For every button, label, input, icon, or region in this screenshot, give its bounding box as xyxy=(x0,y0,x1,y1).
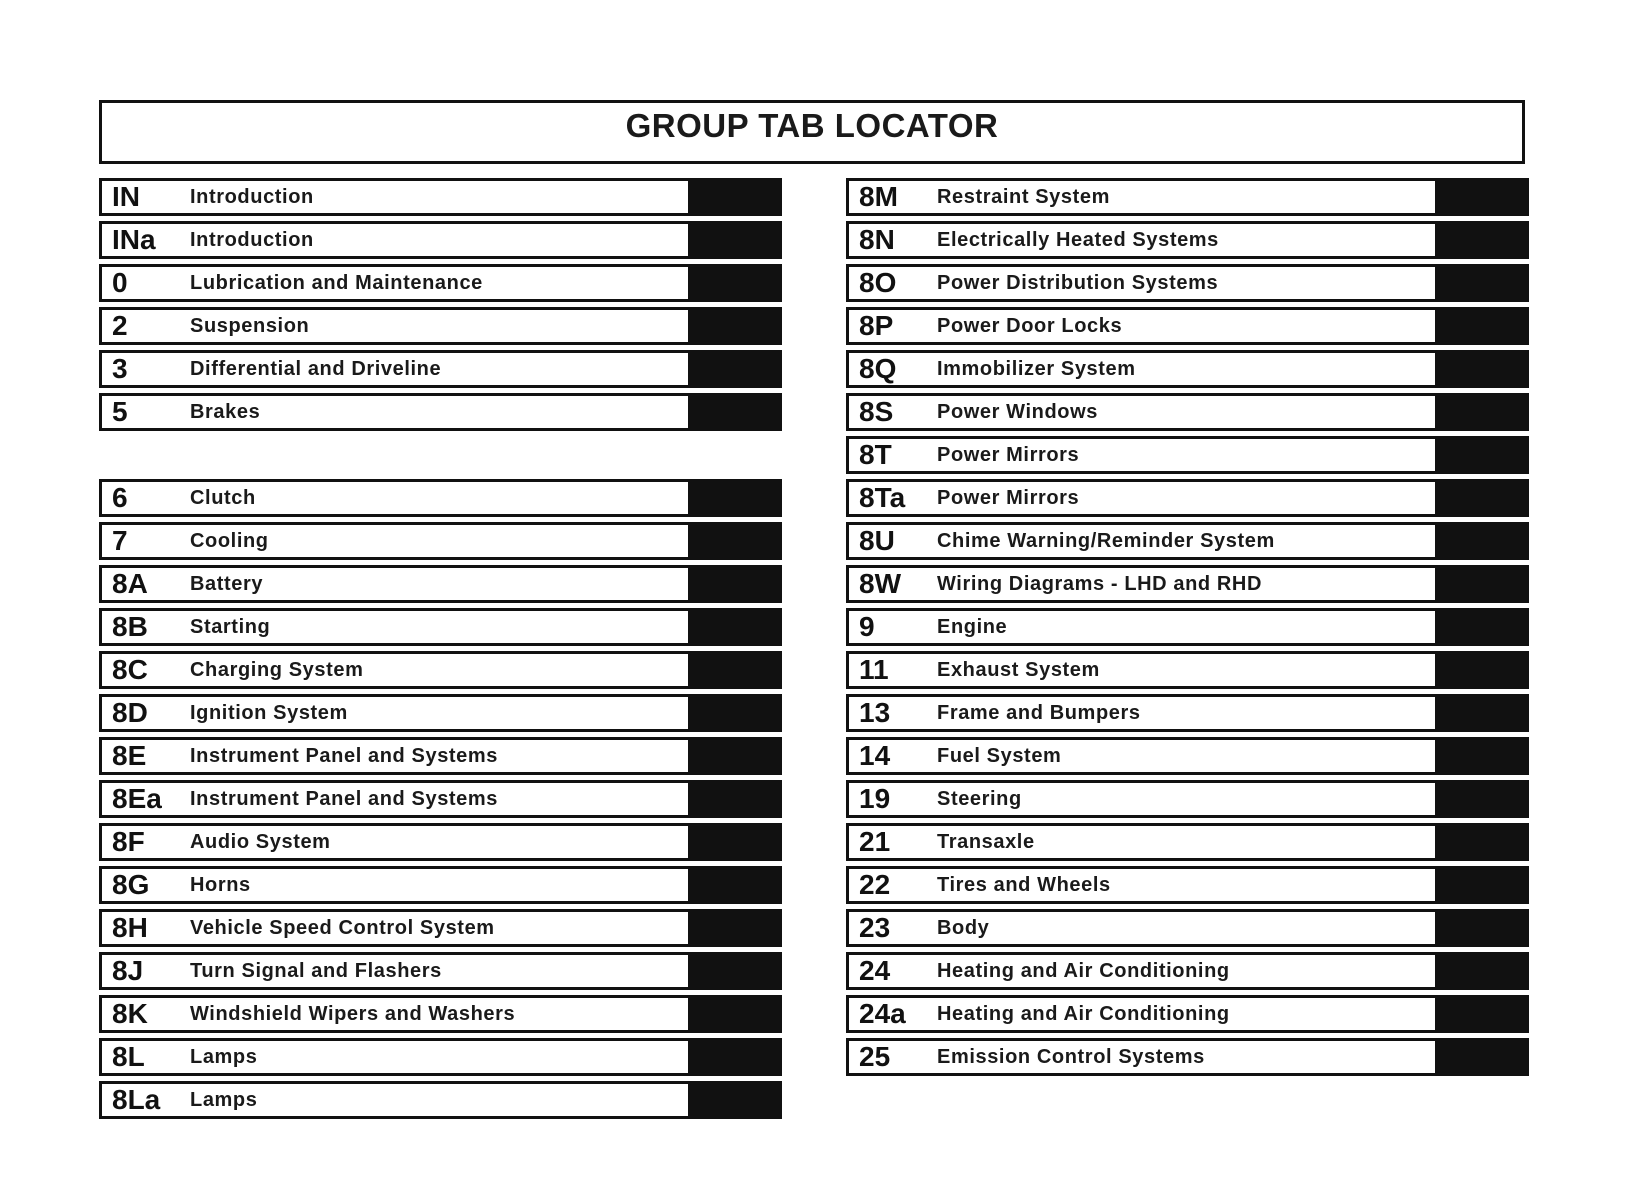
black-tab-marker xyxy=(1435,866,1529,904)
group-tab-8w[interactable] xyxy=(846,565,1529,603)
black-tab-marker xyxy=(688,737,782,775)
group-tab-2[interactable] xyxy=(99,307,782,345)
group-tab-8f[interactable] xyxy=(99,823,782,861)
group-tab-label: Heating and Air Conditioning xyxy=(937,1002,1230,1025)
group-tab-8b[interactable] xyxy=(99,608,782,646)
group-tab-label: Fuel System xyxy=(937,744,1062,767)
group-tab-8d[interactable] xyxy=(99,694,782,732)
black-tab-marker xyxy=(688,866,782,904)
group-tab-8p[interactable] xyxy=(846,307,1529,345)
group-tab-label: Wiring Diagrams - LHD and RHD xyxy=(937,572,1263,595)
group-tab-code: 8D xyxy=(112,697,148,728)
group-tab-label: Battery xyxy=(190,572,264,595)
black-tab-marker xyxy=(1435,608,1529,646)
black-tab-marker xyxy=(1435,307,1529,345)
group-tab-code: 22 xyxy=(859,869,891,900)
group-tab-label: Power Mirrors xyxy=(937,486,1080,509)
group-tab-code: 8B xyxy=(112,611,148,642)
group-tab-code: 8M xyxy=(859,181,898,212)
group-tab-label: Power Windows xyxy=(937,400,1098,423)
black-tab-marker xyxy=(688,1038,782,1076)
group-tab-8h[interactable] xyxy=(99,909,782,947)
group-tab-8l[interactable] xyxy=(99,1038,782,1076)
group-tab-label: Windshield Wipers and Washers xyxy=(190,1002,516,1025)
group-tab-label: Chime Warning/Reminder System xyxy=(937,529,1275,552)
black-tab-marker xyxy=(688,909,782,947)
group-tab-code: 8A xyxy=(112,568,148,599)
black-tab-marker xyxy=(688,393,782,431)
group-tab-23[interactable] xyxy=(846,909,1529,947)
group-tab-code: 25 xyxy=(859,1041,891,1072)
group-tab-label: Power Door Locks xyxy=(937,314,1123,337)
group-tab-8s[interactable] xyxy=(846,393,1529,431)
group-tab-code: 8N xyxy=(859,224,895,255)
black-tab-marker xyxy=(688,952,782,990)
black-tab-marker xyxy=(1435,178,1529,216)
black-tab-marker xyxy=(1435,350,1529,388)
black-tab-marker xyxy=(688,995,782,1033)
group-tab-8g[interactable] xyxy=(99,866,782,904)
group-tab-code: 8W xyxy=(859,568,901,599)
group-tab-9[interactable] xyxy=(846,608,1529,646)
group-tab-label: Suspension xyxy=(190,314,310,337)
group-tab-code: 8G xyxy=(112,869,150,900)
group-tab-8ea[interactable] xyxy=(99,780,782,818)
black-tab-marker xyxy=(688,221,782,259)
black-tab-marker xyxy=(1435,694,1529,732)
group-tab-code: 8P xyxy=(859,310,894,341)
group-tab-label: Lubrication and Maintenance xyxy=(190,271,483,294)
black-tab-marker xyxy=(1435,221,1529,259)
group-tab-label: Electrically Heated Systems xyxy=(937,228,1219,251)
group-tab-24a[interactable] xyxy=(846,995,1529,1033)
black-tab-marker xyxy=(688,350,782,388)
group-tab-code: INa xyxy=(112,224,156,255)
group-tab-label: Introduction xyxy=(190,228,314,251)
group-tab-25[interactable] xyxy=(846,1038,1529,1076)
black-tab-marker xyxy=(1435,995,1529,1033)
black-tab-marker xyxy=(1435,522,1529,560)
group-tab-code: 8T xyxy=(859,439,892,470)
group-tab-8ta[interactable] xyxy=(846,479,1529,517)
group-tab-8o[interactable] xyxy=(846,264,1529,302)
black-tab-marker xyxy=(688,264,782,302)
black-tab-marker xyxy=(1435,436,1529,474)
group-tab-label: Instrument Panel and Systems xyxy=(190,744,499,767)
black-tab-marker xyxy=(688,178,782,216)
group-tab-label: Charging System xyxy=(190,658,364,681)
group-tab-label: Clutch xyxy=(190,486,256,509)
group-tab-label: Starting xyxy=(190,615,271,638)
group-tab-code: 8E xyxy=(112,740,147,771)
group-tab-label: Tires and Wheels xyxy=(937,873,1111,896)
group-tab-code: 8O xyxy=(859,267,897,298)
black-tab-marker xyxy=(688,694,782,732)
group-tab-code: 8S xyxy=(859,396,894,427)
group-tab-8a[interactable] xyxy=(99,565,782,603)
group-tab-label: Lamps xyxy=(190,1045,258,1068)
group-tab-11[interactable] xyxy=(846,651,1529,689)
group-tab-code: 8C xyxy=(112,654,148,685)
group-tab-code: 8Ta xyxy=(859,482,906,513)
group-tab-code: 14 xyxy=(859,740,891,771)
group-tab-label: Differential and Driveline xyxy=(190,357,442,380)
group-tab-label: Engine xyxy=(937,615,1008,638)
group-tab-code: 21 xyxy=(859,826,891,857)
black-tab-marker xyxy=(1435,565,1529,603)
group-tab-22[interactable] xyxy=(846,866,1529,904)
group-tab-label: Exhaust System xyxy=(937,658,1100,681)
group-tab-8la[interactable] xyxy=(99,1081,782,1119)
group-tab-5[interactable] xyxy=(99,393,782,431)
group-tab-8m[interactable] xyxy=(846,178,1529,216)
group-tab-code: 24 xyxy=(859,955,891,986)
group-tab-code: 8Q xyxy=(859,353,897,384)
black-tab-marker xyxy=(688,565,782,603)
group-tab-14[interactable] xyxy=(846,737,1529,775)
group-tab-13[interactable] xyxy=(846,694,1529,732)
group-tab-24[interactable] xyxy=(846,952,1529,990)
group-tab-label: Turn Signal and Flashers xyxy=(190,959,442,982)
black-tab-marker xyxy=(688,307,782,345)
group-tab-code: 8K xyxy=(112,998,148,1029)
group-tab-label: Cooling xyxy=(190,529,269,552)
group-tab-7[interactable] xyxy=(99,522,782,560)
group-tab-code: 11 xyxy=(859,654,889,685)
black-tab-marker xyxy=(688,522,782,560)
group-tab-code: 8J xyxy=(112,955,144,986)
black-tab-marker xyxy=(1435,264,1529,302)
group-tab-19[interactable] xyxy=(846,780,1529,818)
group-tab-label: Lamps xyxy=(190,1088,258,1111)
group-tab-8u[interactable] xyxy=(846,522,1529,560)
black-tab-marker xyxy=(1435,651,1529,689)
group-tab-8c[interactable] xyxy=(99,651,782,689)
black-tab-marker xyxy=(1435,909,1529,947)
group-tab-code: 23 xyxy=(859,912,891,943)
group-tab-label: Ignition System xyxy=(190,701,348,724)
group-tab-code: 13 xyxy=(859,697,891,728)
group-tab-ina[interactable] xyxy=(99,221,782,259)
group-tab-code: 24a xyxy=(859,998,906,1029)
group-tab-label: Instrument Panel and Systems xyxy=(190,787,499,810)
group-tab-code: 8Ea xyxy=(112,783,162,814)
group-tab-label: Restraint System xyxy=(937,185,1110,208)
black-tab-marker xyxy=(1435,780,1529,818)
group-tab-code: 8La xyxy=(112,1084,161,1115)
group-tab-code: IN xyxy=(112,181,140,212)
group-tab-0[interactable] xyxy=(99,264,782,302)
group-tab-8n[interactable] xyxy=(846,221,1529,259)
group-tab-label: Power Mirrors xyxy=(937,443,1080,466)
group-tab-code: 5 xyxy=(112,396,128,427)
black-tab-marker xyxy=(688,651,782,689)
black-tab-marker xyxy=(688,823,782,861)
group-tab-label: Brakes xyxy=(190,400,261,423)
group-tab-code: 2 xyxy=(112,310,128,341)
group-tab-label: Introduction xyxy=(190,185,314,208)
group-tab-code: 0 xyxy=(112,267,128,298)
group-tab-6[interactable] xyxy=(99,479,782,517)
group-tab-label: Emission Control Systems xyxy=(937,1045,1205,1068)
group-tab-code: 8H xyxy=(112,912,148,943)
group-tab-label: Body xyxy=(937,916,990,939)
group-tab-code: 7 xyxy=(112,525,128,556)
black-tab-marker xyxy=(1435,823,1529,861)
group-tab-code: 6 xyxy=(112,482,128,513)
group-tab-label: Frame and Bumpers xyxy=(937,701,1141,724)
group-tab-8j[interactable] xyxy=(99,952,782,990)
group-tab-label: Heating and Air Conditioning xyxy=(937,959,1230,982)
black-tab-marker xyxy=(688,608,782,646)
group-tab-in[interactable] xyxy=(99,178,782,216)
black-tab-marker xyxy=(1435,737,1529,775)
group-tab-code: 19 xyxy=(859,783,891,814)
group-tab-locator-header xyxy=(99,100,1525,164)
group-tab-code: 8F xyxy=(112,826,145,857)
group-tab-code: 3 xyxy=(112,353,128,384)
group-tab-label: Vehicle Speed Control System xyxy=(190,916,495,939)
group-tab-8e[interactable] xyxy=(99,737,782,775)
black-tab-marker xyxy=(1435,952,1529,990)
group-tab-label: Transaxle xyxy=(937,830,1035,853)
black-tab-marker xyxy=(688,1081,782,1119)
black-tab-marker xyxy=(688,780,782,818)
page-title: GROUP TAB LOCATOR xyxy=(625,107,999,144)
group-tab-3[interactable] xyxy=(99,350,782,388)
group-tab-8t[interactable] xyxy=(846,436,1529,474)
group-tab-21[interactable] xyxy=(846,823,1529,861)
black-tab-marker xyxy=(1435,393,1529,431)
group-tab-label: Horns xyxy=(190,873,251,896)
black-tab-marker xyxy=(688,479,782,517)
group-tab-label: Steering xyxy=(937,787,1022,810)
group-tab-8q[interactable] xyxy=(846,350,1529,388)
group-tab-code: 8L xyxy=(112,1041,145,1072)
group-tab-code: 8U xyxy=(859,525,895,556)
group-tab-label: Power Distribution Systems xyxy=(937,271,1219,294)
group-tab-8k[interactable] xyxy=(99,995,782,1033)
group-tab-label: Immobilizer System xyxy=(937,357,1136,380)
group-tab-code: 9 xyxy=(859,611,875,642)
black-tab-marker xyxy=(1435,1038,1529,1076)
black-tab-marker xyxy=(1435,479,1529,517)
group-tab-label: Audio System xyxy=(190,830,331,853)
